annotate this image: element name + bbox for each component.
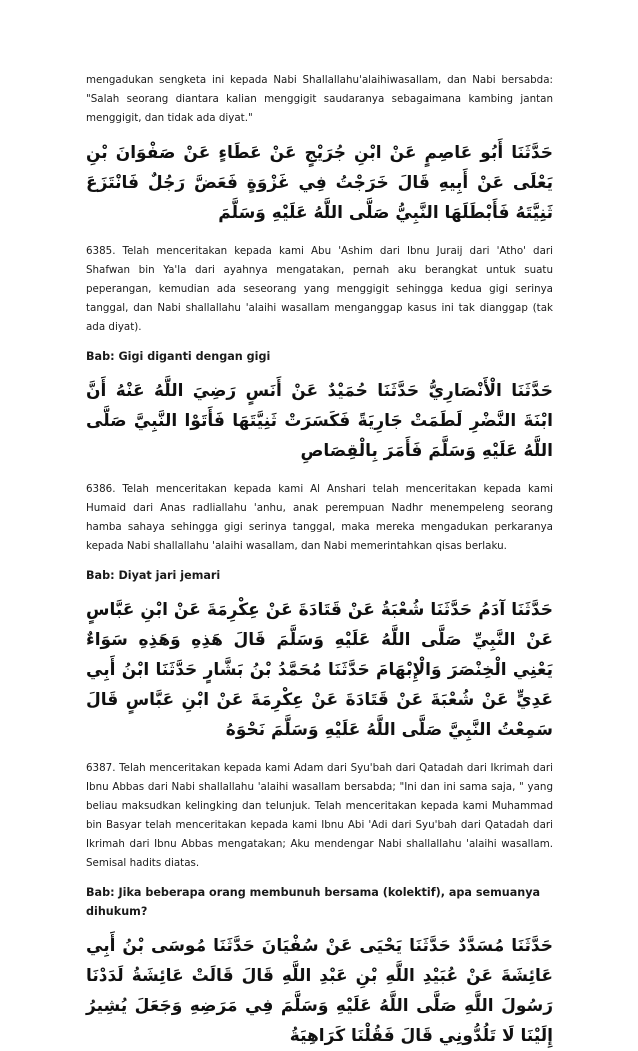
- hadith-6386-arabic: حَدَّثَنَا الْأَنْصَارِيُّ حَدَّثَنَا حُمَيْدٌ عَنْ أَنَسٍ رَضِيَ اللَّهُ عَنْهُ أَنَّ ابْنَةَ النَّضْرِ لَطَمَتْ جَارِيَةً فَكَسَرَتْ ثَنِيَّتَهَا فَأَتَوْا النَّبِيَّ صَلَّى اللَّهُ عَلَيْهِ وَسَلَّمَ فَأَمَرَ بِالْقِصَاصِ: [86, 381, 553, 461]
- hadith-6387-arabic: حَدَّثَنَا آدَمُ حَدَّثَنَا شُعْبَةُ عَنْ قَتَادَةَ عَنْ عِكْرِمَةَ عَنْ ابْنِ عَبَّاسٍ عَنْ النَّبِيِّ صَلَّى اللَّهُ عَلَيْهِ وَسَلَّمَ قَالَ هَذِهِ وَهَذِهِ سَوَاءٌ يَعْنِي الْخِنْصَرَ وَالْإِبْهَامَ حَدَّثَنَا مُحَمَّدُ بْنُ بَشَّارٍ حَدَّثَنَا ابْنُ أَبِي عَدِيٍّ عَنْ شُعْبَةَ عَنْ قَتَادَةَ عَنْ عِكْرِمَةَ عَنْ ابْنِ عَبَّاسٍ قَالَ سَمِعْتُ النَّبِيَّ صَلَّى اللَّهُ عَلَيْهِ وَسَلَّمَ نَحْوَهُ: [86, 600, 553, 740]
- hadith-6385-arabic: حَدَّثَنَا أَبُو عَاصِمٍ عَنْ ابْنِ جُرَيْجٍ عَنْ عَطَاءٍ عَنْ صَفْوَانَ بْنِ يَعْلَى عَنْ أَبِيهِ قَالَ خَرَجْتُ فِي غَزْوَةٍ فَعَضَّ رَجُلٌ فَانْتَزَعَ ثَنِيَّتَهُ فَأَبْطَلَهَا النَّبِيُّ صَلَّى اللَّهُ عَلَيْهِ وَسَلَّمَ: [86, 143, 553, 223]
- hadith-6386-translation: 6386. Telah menceritakan kepada kami Al Anshari telah menceritakan kepada kami Humaid dari Anas radliallahu 'anhu, anak perempuan Nadhr menempeleng seorang hamba sahaya sehingga gigi serinya tanggal, maka mereka mengadukan perkaranya kepada Nabi shallallahu 'alaihi wasallam, dan Nabi memerintahkan qisas berlaku.: [86, 483, 553, 552]
- hadith-6387-translation: 6387. Telah menceritakan kepada kami Adam dari Syu'bah dari Qatadah dari Ikrimah dari Ibnu Abbas dari Nabi shallallahu 'alaihi wasallam bersabda; "Ini dan ini sama saja, " yang beliau maksudkan kelingking dan telunjuk. Telah menceritakan kepada kami Muhammad bin Basyar telah menceritakan kepada kami Ibnu Abi 'Adi dari Syu'bah dari Qatadah dari Ikrimah dari Ibnu Abbas mengatakan; Aku mendengar Nabi shallallahu 'alaihi wasallam. Semisal hadits diatas.: [86, 762, 553, 869]
- chapter-heading-diyat-jari: Bab: Diyat jari jemari: [86, 569, 221, 582]
- page-content: [86, 71, 553, 1051]
- hadith-6385-translation: 6385. Telah menceritakan kepada kami Abu 'Ashim dari Ibnu Juraij dari 'Atho' dari Shafwan bin Ya'la dari ayahnya mengatakan, pernah aku berangkat untuk suatu peperangan, kemudian ada seseorang yang menggigit sehingga kedua gigi serinya tanggal, dan Nabi shallallahu 'alaihi wasallam menganggap kasus ini tak dianggap (tak ada diyat).: [86, 245, 553, 333]
- intro-paragraph: mengadukan sengketa ini kepada Nabi Shallallahu'alaihiwasallam, dan Nabi bersabda: "Salah seorang diantara kalian menggigit saudaranya sebagaimana kambing jantan menggigit, dan tidak ada diyat.": [86, 74, 553, 124]
- chapter-heading-gigi: Bab: Gigi diganti dengan gigi: [86, 350, 271, 363]
- chapter-heading-kolektif: Bab: Jika beberapa orang membunuh bersama (kolektif), apa semuanya dihukum?: [86, 886, 541, 918]
- hadith-6388-arabic: حَدَّثَنَا مُسَدَّدٌ حَدَّثَنَا يَحْيَى عَنْ سُفْيَانَ حَدَّثَنَا مُوسَى بْنُ أَبِي عَائِشَةَ عَنْ عُبَيْدِ اللَّهِ بْنِ عَبْدِ اللَّهِ قَالَ قَالَتْ عَائِشَةُ لَدَدْنَا رَسُولَ اللَّهِ صَلَّى اللَّهُ عَلَيْهِ وَسَلَّمَ فِي مَرَضِهِ وَجَعَلَ يُشِيرُ إِلَيْنَا لَا تَلُدُّونِي قَالَ فَقُلْنَا كَرَاهِيَةُ: [86, 936, 553, 1046]
